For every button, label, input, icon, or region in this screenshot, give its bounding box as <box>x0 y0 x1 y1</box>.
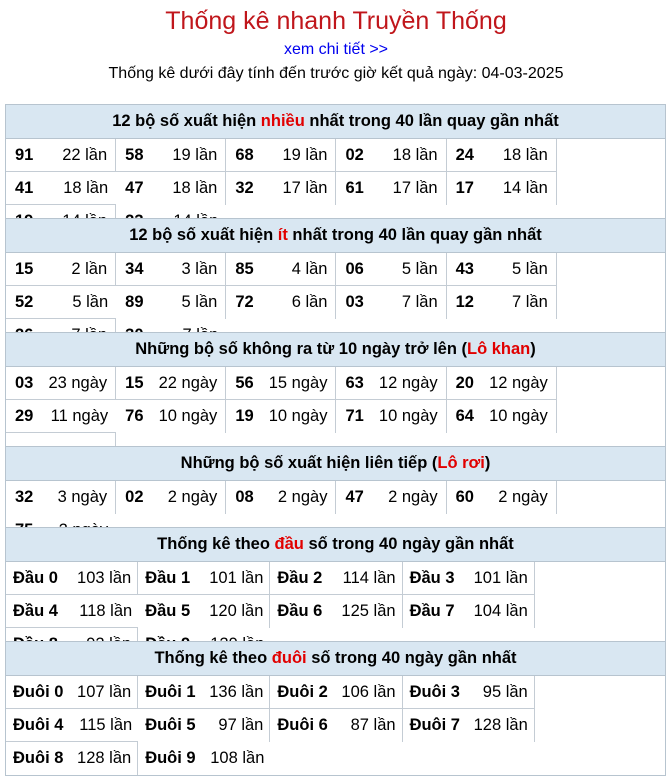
stat-cell <box>116 253 226 286</box>
stat-count: 19 lần <box>172 145 218 164</box>
section-title: Những bộ số không ra từ 10 ngày trở lên (Lô khan) <box>6 333 665 367</box>
stat-cell <box>6 676 138 709</box>
stat-count: 115 lần <box>79 715 133 734</box>
stat-count: 120 lần <box>209 602 264 620</box>
stat-count: 5 lần <box>512 259 548 278</box>
stat-cell <box>336 367 446 400</box>
stat-count: 4 lần <box>291 259 328 278</box>
stat-cell <box>336 400 446 433</box>
stat-count: 10 ngày <box>378 407 438 425</box>
stat-count: 12 ngày <box>489 373 548 392</box>
stat-number: 56 <box>235 373 254 392</box>
stat-cell <box>6 139 116 172</box>
stat-count: 10 ngày <box>158 407 218 425</box>
stat-cell <box>116 367 226 400</box>
stat-number: 02 <box>125 488 144 506</box>
stat-cell <box>6 286 116 319</box>
stat-count: 2 ngày <box>167 488 218 506</box>
stat-number: Đuôi 3 <box>409 682 460 701</box>
stat-number: 19 <box>235 407 254 425</box>
stat-number: 72 <box>235 293 254 311</box>
stat-cell <box>116 172 226 205</box>
stat-number: Đầu 6 <box>277 602 323 620</box>
stat-number: 91 <box>15 145 34 164</box>
stat-number: 20 <box>455 373 474 392</box>
stat-count: 14 lần <box>502 179 548 197</box>
stat-count: 18 lần <box>392 145 438 164</box>
stat-count: 5 lần <box>181 293 218 311</box>
stat-number: 47 <box>125 179 144 197</box>
section-title: Thống kê theo đầu số trong 40 ngày gần nhất <box>6 528 665 562</box>
stat-number: 76 <box>125 407 144 425</box>
stat-count: 3 ngày <box>57 488 108 506</box>
section-title: 12 bộ số xuất hiện nhiều nhất trong 40 lần quay gần nhất <box>6 105 665 139</box>
stat-cell <box>270 595 402 628</box>
stat-cell <box>6 367 116 400</box>
stat-cell <box>270 709 402 742</box>
stat-cell <box>138 742 270 775</box>
stat-count: 87 lần <box>350 716 396 734</box>
stat-number: 68 <box>235 145 254 164</box>
page-subtitle: Thống kê dưới đây tính đến trước giờ kết quả ngày: 04-03-2025 <box>108 65 564 82</box>
stat-count: 97 lần <box>218 716 264 734</box>
stat-count: 128 lần <box>473 716 528 734</box>
stat-cell <box>336 253 446 286</box>
stat-cell <box>270 676 402 709</box>
stat-number: Đầu 4 <box>13 601 58 620</box>
stat-cell <box>226 481 336 514</box>
stat-number: Đầu 7 <box>409 602 455 620</box>
stat-cell <box>6 742 138 775</box>
stat-number: 32 <box>235 179 254 197</box>
stat-count: 22 lần <box>62 145 108 164</box>
stat-count: 12 ngày <box>378 373 438 392</box>
stat-number: 41 <box>15 178 34 197</box>
stat-count: 103 lần <box>77 568 132 587</box>
stat-count: 17 lần <box>392 179 438 197</box>
stat-count: 10 ngày <box>489 407 548 425</box>
stat-count: 125 lần <box>341 602 396 620</box>
stat-number: 24 <box>455 145 474 164</box>
stat-cell <box>6 400 116 433</box>
stat-cell <box>226 253 336 286</box>
stat-cell <box>447 139 557 172</box>
stat-count: 11 ngày <box>50 406 109 425</box>
stat-count: 7 lần <box>512 293 548 311</box>
stat-cell <box>336 286 446 319</box>
stat-number: 34 <box>125 259 144 278</box>
stat-count: 95 lần <box>482 682 528 701</box>
stat-count: 118 lần <box>79 601 133 620</box>
stat-number: Đuôi 6 <box>277 716 328 734</box>
stat-number: 32 <box>15 488 34 506</box>
stat-cell <box>447 172 557 205</box>
stat-count: 22 ngày <box>158 373 218 392</box>
stat-number: 43 <box>455 259 474 278</box>
stat-count: 5 lần <box>401 259 438 278</box>
stat-cell <box>226 367 336 400</box>
stat-count: 3 lần <box>181 259 218 278</box>
stat-cell <box>226 139 336 172</box>
stat-count: 104 lần <box>473 602 528 620</box>
stat-cell <box>403 676 535 709</box>
stat-cell <box>116 400 226 433</box>
stat-number: Đuôi 5 <box>145 716 196 734</box>
stat-cell <box>116 481 226 514</box>
stat-cell <box>6 562 138 595</box>
stat-count: 114 lần <box>342 568 396 587</box>
page-header <box>0 0 672 84</box>
stat-count: 101 lần <box>473 568 528 587</box>
stat-number: 15 <box>15 259 34 278</box>
stat-number: 47 <box>345 488 364 506</box>
stat-cell <box>447 400 557 433</box>
stat-cell <box>226 400 336 433</box>
stat-number: Đuôi 4 <box>13 715 64 734</box>
section-duoi-stats <box>5 641 666 776</box>
stat-number: 08 <box>235 488 254 506</box>
stat-count: 23 ngày <box>48 373 108 392</box>
stat-count: 18 lần <box>502 145 548 164</box>
stat-cell <box>336 139 446 172</box>
stat-number: 29 <box>15 406 34 425</box>
section-title: Những bộ số xuất hiện liên tiếp (Lô rơi) <box>6 447 665 481</box>
stat-number: Đuôi 2 <box>277 682 328 701</box>
section-title: 12 bộ số xuất hiện ít nhất trong 40 lần quay gần nhất <box>6 219 665 253</box>
stat-count: 2 lần <box>71 259 108 278</box>
stat-count: 108 lần <box>210 749 265 767</box>
stat-cell <box>138 562 270 595</box>
stat-number: 52 <box>15 292 34 311</box>
stat-number: 06 <box>345 259 364 278</box>
stat-number: 17 <box>455 179 474 197</box>
stat-count: 7 lần <box>401 293 438 311</box>
stat-cell <box>336 481 446 514</box>
stats-grid <box>6 676 665 775</box>
stat-cell <box>116 139 226 172</box>
stat-cell <box>6 481 116 514</box>
stat-number: 61 <box>345 179 364 197</box>
stat-count: 5 lần <box>72 292 109 311</box>
stat-count: 136 lần <box>209 682 264 701</box>
page-title: Thống kê nhanh Truyền Thống <box>165 7 507 35</box>
stat-cell <box>6 253 116 286</box>
stat-cell <box>447 367 557 400</box>
stat-cell <box>447 253 557 286</box>
stat-number: Đầu 1 <box>145 568 191 587</box>
detail-link[interactable]: xem chi tiết >> <box>283 41 389 58</box>
stat-cell <box>6 172 116 205</box>
stat-cell <box>403 562 535 595</box>
stat-count: 2 ngày <box>277 488 328 506</box>
stat-count: 15 ngày <box>268 373 328 392</box>
stat-cell <box>403 595 535 628</box>
stat-number: 03 <box>345 293 364 311</box>
stat-cell <box>403 709 535 742</box>
stat-number: Đuôi 1 <box>145 682 196 701</box>
stat-number: 03 <box>15 373 34 392</box>
stat-number: 58 <box>125 145 144 164</box>
stat-cell <box>116 286 226 319</box>
stat-number: 63 <box>345 373 364 392</box>
stat-count: 6 lần <box>291 293 328 311</box>
stat-count: 106 lần <box>341 682 396 701</box>
stat-cell <box>447 286 557 319</box>
stat-cell <box>6 709 138 742</box>
stat-number: Đuôi 0 <box>13 682 64 701</box>
stat-number: Đuôi 7 <box>409 716 460 734</box>
stat-count: 107 lần <box>77 682 132 701</box>
stat-number: Đầu 2 <box>277 568 323 587</box>
stat-number: 12 <box>455 293 474 311</box>
stat-number: 89 <box>125 293 144 311</box>
stat-count: 128 lần <box>77 749 132 767</box>
stat-number: Đuôi 8 <box>13 749 64 767</box>
stat-number: Đầu 5 <box>145 602 191 620</box>
stat-number: Đuôi 9 <box>145 749 196 767</box>
stat-count: 19 lần <box>282 145 328 164</box>
stat-count: 10 ngày <box>268 407 328 425</box>
stat-number: 85 <box>235 259 254 278</box>
stat-count: 17 lần <box>282 179 328 197</box>
stat-number: 71 <box>345 407 364 425</box>
stat-count: 2 ngày <box>498 488 548 506</box>
stat-count: 18 lần <box>172 179 218 197</box>
stat-count: 101 lần <box>209 568 264 587</box>
stat-cell <box>138 709 270 742</box>
section-title: Thống kê theo đuôi số trong 40 ngày gần nhất <box>6 642 665 676</box>
stat-number: 60 <box>455 488 474 506</box>
stat-number: Đầu 0 <box>13 568 58 587</box>
stat-cell <box>226 286 336 319</box>
stat-number: 64 <box>455 407 474 425</box>
stat-count: 2 ngày <box>388 488 438 506</box>
stat-cell <box>270 562 402 595</box>
stat-cell <box>336 172 446 205</box>
stat-cell <box>226 172 336 205</box>
stat-number: 02 <box>345 145 364 164</box>
stat-cell <box>138 676 270 709</box>
stat-cell <box>447 481 557 514</box>
stat-count: 18 lần <box>63 178 109 197</box>
stat-cell <box>6 595 138 628</box>
stat-number: 15 <box>125 373 144 392</box>
stat-cell <box>138 595 270 628</box>
stat-number: Đầu 3 <box>409 568 455 587</box>
